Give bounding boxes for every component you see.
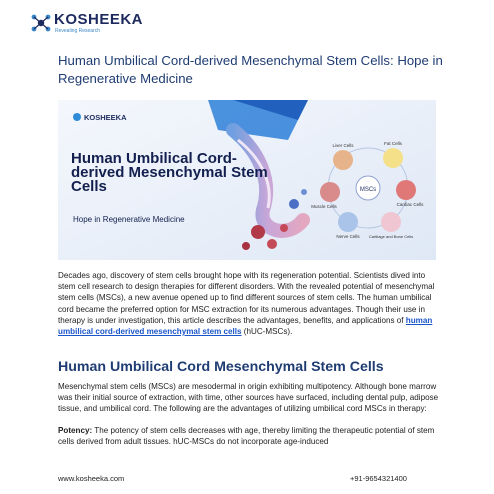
potency-text: The potency of stem cells decreases with age, thereby limiting the therapeutic potential of stem cells derived from adult tissues. hUC-MSCs do not incorporate age-induced [58,426,435,447]
diagram-label-muscle: Muscle Cells [311,204,337,209]
diagram-label-nerve: Nerve Cells [336,234,360,239]
diagram-label-liver: Liver Cells [332,143,354,148]
diagram-center-label: MSCs [359,187,377,193]
article-title: Human Umbilical Cord-derived Mesenchymal Stem Cells: Hope in Regenerative Medicine [58,53,443,86]
kosheeka-logo[interactable] [30,10,144,36]
footer-phone[interactable]: +91-9654321400 [350,474,407,483]
brand-name: KOSHEEKA [54,11,144,28]
intro-text: Decades ago, discovery of stem cells brought hope with its regeneration potential. Scientists dived into stem cell research to design therapies for different disorders. With the revealed potential of mesenchymal stem cells (MSCs), a new avenue opened up to find different sources of stem cells. The human umbilical cord became the preferred option for MSC extraction for its numerous advantages. Though their use in therapy is under investigation, this article describes the advantages, benefits, and applications of [58,271,435,325]
brand-tagline: Revealing Research [55,28,101,34]
potency-label: Potency: [58,426,93,435]
molecule-logo-icon [30,12,52,34]
banner-brand: KOSHEEKA [84,113,127,122]
intro-paragraph [58,270,442,337]
banner-logo [73,113,127,122]
banner-subtitle: Hope in Regenerative Medicine [73,215,185,224]
hero-banner [58,100,436,260]
footer-website[interactable]: www.kosheeka.com [58,474,125,483]
diagram-label-cardiac: Cardiac Cells [396,202,424,207]
section-paragraph: Mesenchymal stem cells (MSCs) are mesodermal in origin exhibiting multipotency. Although bone marrow was their initial source of extraction, with time, other sources have surfaced, including dental pulp, adipose tissue, and umbilical cord. The following are the advantages of utilizing umbilical cord MSCs in therapy: [58,382,439,414]
molecule-dot-icon [73,113,81,121]
diagram-label-fat: Fat Cells [384,141,402,146]
diagram-label-cartilage: Cartilage and Bone Cells [368,234,414,239]
section-heading: Human Umbilical Cord Mesenchymal Stem Cells [58,359,384,375]
banner-title: Human Umbilical Cord-derived Mesenchymal Stem Cells [71,150,268,195]
potency-paragraph [58,425,442,447]
hucmsc-link[interactable]: human umbilical cord-derived mesenchymal stem cells [58,315,433,337]
intro-tail: (hUC-MSCs). [241,327,293,337]
